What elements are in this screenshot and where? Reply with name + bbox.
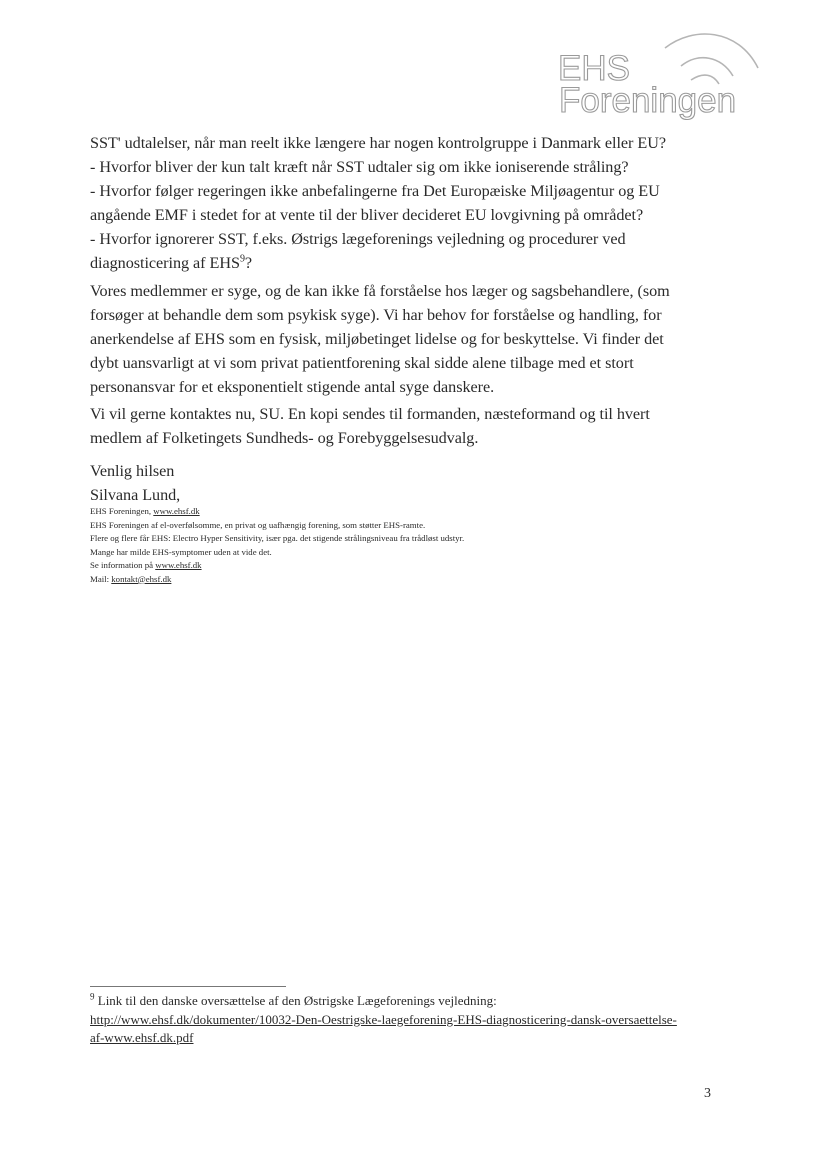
signature-text: Mail: <box>90 573 112 584</box>
closing <box>90 459 730 507</box>
logo-text-foreningen: Foreningen <box>559 81 737 120</box>
signature-name: Silvana Lund, <box>90 486 181 504</box>
text-line: - Hvorfor følger regeringen ikke anbefalingerne fra Det Europæiske Miljøagentur og EU <box>90 182 660 200</box>
signature-line <box>90 559 610 573</box>
signature-line: Flere og flere får EHS: Electro Hyper Sensitivity, især pga. det stigende strålingsniveau fra trådløst udstyr. <box>90 533 465 543</box>
text-line: SST' udtalelser, når man reelt ikke længere har nogen kontrolgruppe i Danmark eller EU? <box>90 134 666 152</box>
paragraph-questions <box>90 131 730 275</box>
text-line: - Hvorfor ignorerer SST, f.eks. Østrigs lægeforenings vejledning og procedurer ved <box>90 230 626 248</box>
signature-line <box>90 505 610 519</box>
text-line: personansvar for et eksponentielt stigende antal syge danskere. <box>90 378 495 396</box>
text-line <box>90 251 730 275</box>
email-link[interactable]: kontakt@ehsf.dk <box>111 573 172 584</box>
signature-line: EHS Foreningen af el-overfølsomme, en privat og uafhængig forening, som støtter EHS-ramte. <box>90 519 426 530</box>
footnote-line <box>90 992 730 1011</box>
signature-org: EHS Foreningen, <box>90 506 154 516</box>
text-line: angående EMF i stedet for at vente til der bliver decideret EU lovgivning på området? <box>90 206 644 224</box>
footnote-text: Link til den danske oversættelse af den Østrigske Lægeforenings vejledning: <box>94 993 497 1008</box>
signal-arc-middle <box>681 58 733 76</box>
text-line: anerkendelse af EHS som en fysisk, miljøbetinget lidelse og for beskyttelse. Vi finder det <box>90 330 664 348</box>
signature-line: Mange har milde EHS-symptomer uden at vide det. <box>90 546 272 557</box>
text-line: forsøger at behandle dem som psykisk syge). Vi har behov for forståelse og handling, for <box>90 306 662 324</box>
website-link[interactable]: www.ehsf.dk <box>153 506 200 516</box>
footnote-link[interactable]: af-www.ehsf.dk.pdf <box>90 1030 194 1045</box>
email-signature <box>90 505 610 586</box>
footnote-divider <box>90 986 286 987</box>
footnote-reference[interactable]: 9 <box>239 253 245 265</box>
text-fragment: diagnosticering af EHS <box>90 254 240 272</box>
text-line: - Hvorfor bliver der kun talt kræft når SST udtaler sig om ikke ioniserende stråling? <box>90 158 629 176</box>
greeting: Venlig hilsen <box>90 462 175 480</box>
website-link[interactable]: www.ehsf.dk <box>155 560 202 570</box>
signal-arc-outer <box>665 34 758 68</box>
signature-line <box>90 573 610 587</box>
logo-text-ehs: EHS <box>558 49 630 88</box>
text-line: dybt uansvarligt at vi som privat patientforening skal sidde alene tilbage med et stort <box>90 354 634 372</box>
paragraph-contact <box>90 402 730 450</box>
footnote-link[interactable]: http://www.ehsf.dk/dokumenter/10032-Den-Oestrigske-laegeforening-EHS-diagnosticering-dansk-oversaettelse- <box>90 1011 677 1027</box>
paragraph-members <box>90 279 730 399</box>
text-line: medlem af Folketingets Sundheds- og Forebyggelsesudvalg. <box>90 429 479 447</box>
text-line: Vores medlemmer er syge, og de kan ikke få forståelse hos læger og sagsbehandlere, (som <box>90 282 670 300</box>
footnote-marker: 9 <box>90 991 95 1002</box>
text-line: Vi vil gerne kontaktes nu, SU. En kopi sendes til formanden, næsteformand og til hvert <box>90 405 650 423</box>
ehs-foreningen-logo <box>553 22 783 122</box>
page-number: 3 <box>704 1086 711 1101</box>
footnote <box>90 992 730 1048</box>
logo-graphic <box>553 22 783 122</box>
text-fragment: ? <box>244 254 253 272</box>
signature-text: Se information på <box>90 560 156 570</box>
